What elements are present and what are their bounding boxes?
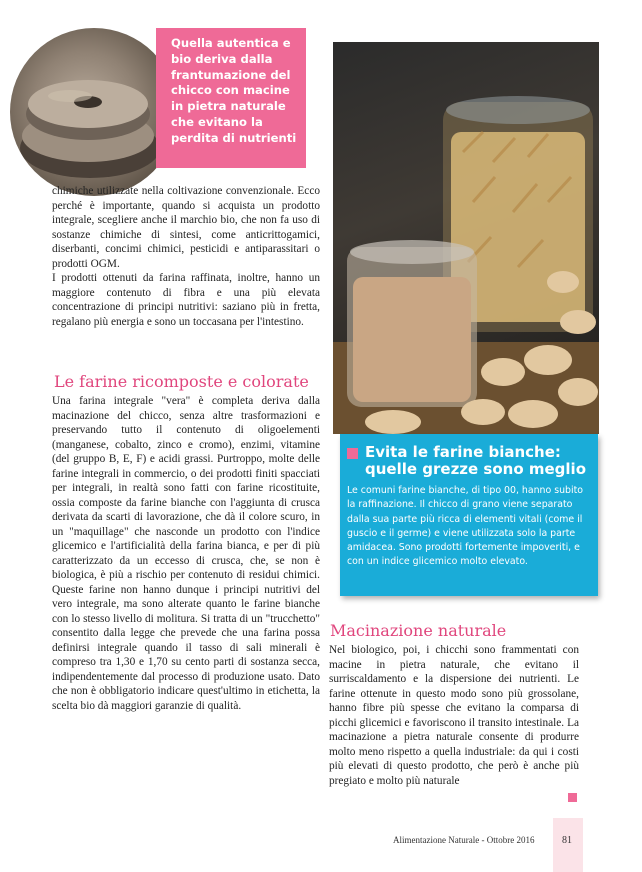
pink-callout — [156, 28, 306, 168]
page-number: 81 — [562, 835, 572, 846]
right-paragraph: Nel biologico, poi, i chicchi sono frammentati con macine in pietra naturale, che evitano il surriscaldamento e la dispersione dei nutrienti. Le farine ottenute in questo modo sono più grossolane, hanno fibre più spesse che evitano la comparsa di picchi glicemici e favoriscono il transito intestinale. La macinazione a pietra naturale consente di produrre molto meno rispetto a quella industriale: da qui i costi più elevati di questo prodotto, che però è anche più pregiato e molto più naturale — [329, 644, 579, 787]
left-column-intro — [52, 184, 320, 329]
left-column-section — [52, 394, 320, 713]
blue-box-body: Le comuni farine bianche, di tipo 00, hanno subito la raffinazione. Il chicco di grano viene separato dalla sua parte più ricca di elementi vitali (come il guscio e il germe) e viene utilizzata solo la parte amidacea. Sono prodotti fortemente impoveriti, e con un indice glicemico molto elevato. — [347, 485, 584, 568]
section-paragraph: Una farina integrale "vera" è completa deriva dalla macinazione del chicco, senza altre trasformazioni e preservando tutto il contenuto di oligoelementi (manganese, cobalto, zinco e cromo), enzimi, vitamine (del gruppo B, E, F) e acidi grassi. Purtroppo, molte delle farine integrali in commercio, o dei prodotti finiti spacciati per integrali, in realtà sono fatti con farine ricostituite, ossia composte da farine bianche con l'aggiunta di crusca derivata da scarti di lavorazione, che dà il colore scuro, in un "maquillage" che nasconde un prodotto con l'indice glicemico e l'artificialità della farina bianca, e per di più caratterizzato da un eccesso di crusca, che, se non è biologica, è più a rischio per contenuto di residui chimici. Queste farine non hanno dunque i principi nutritivi del vero integrale, ma sono alterate quanto le farine bianche con lo stesso livello di molitura. Si tratta di un "trucchetto" consentito dalla legge che prevede che una farina possa definirsi integrale quando il tasso di sali minerali è compreso tra 1,30 e 1,70 su cento parti di sostanza secca, indipendentemente dal processo di produzione usato. Dato che non è obbligatorio indicare quest'ultimo in etichetta, la scelta bio dà maggiori garanzie di qualità. — [52, 395, 320, 712]
blue-box-title-text: Evita le farine bianche: quelle grezze sono meglio — [365, 443, 587, 478]
footer-magazine: Alimentazione Naturale - Ottobre 2016 — [393, 835, 535, 845]
pink-square-icon — [347, 448, 358, 459]
end-square-icon — [568, 793, 577, 802]
right-column-text — [329, 643, 579, 788]
intro-paragraph-2: I prodotti ottenuti da farina raffinata, inoltre, hanno un maggiore contenuto di fibra e una più elevata concentrazione di principi nutritivi: saziano più in fretta, regalano più energia e sono un toccasana per l'intestino. — [52, 272, 320, 328]
heading-farine-ricomposte: Le farine ricomposte e colorate — [54, 372, 309, 391]
heading-macinazione-naturale: Macinazione naturale — [330, 621, 507, 640]
blue-info-box — [340, 434, 598, 596]
millstone-photo — [10, 28, 178, 196]
pink-callout-text: Quella autentica e bio deriva dalla frantumazione del chicco con macine in pietra naturale che evitano la perdita di nutrienti — [171, 36, 297, 145]
blue-box-title — [347, 444, 592, 478]
intro-paragraph-1: chimiche utilizzate nella coltivazione convenzionale. Ecco perché è importante, quando si acquista un prodotto integrale, scegliere anche il marchio bio, che non fa uso di sostanze chimiche di sintesi, come anticrittogamici, diserbanti, concimi chimici, pesticidi e antiparassitari o prodotti OGM. — [52, 185, 320, 270]
flour-jars-photo — [333, 42, 599, 434]
